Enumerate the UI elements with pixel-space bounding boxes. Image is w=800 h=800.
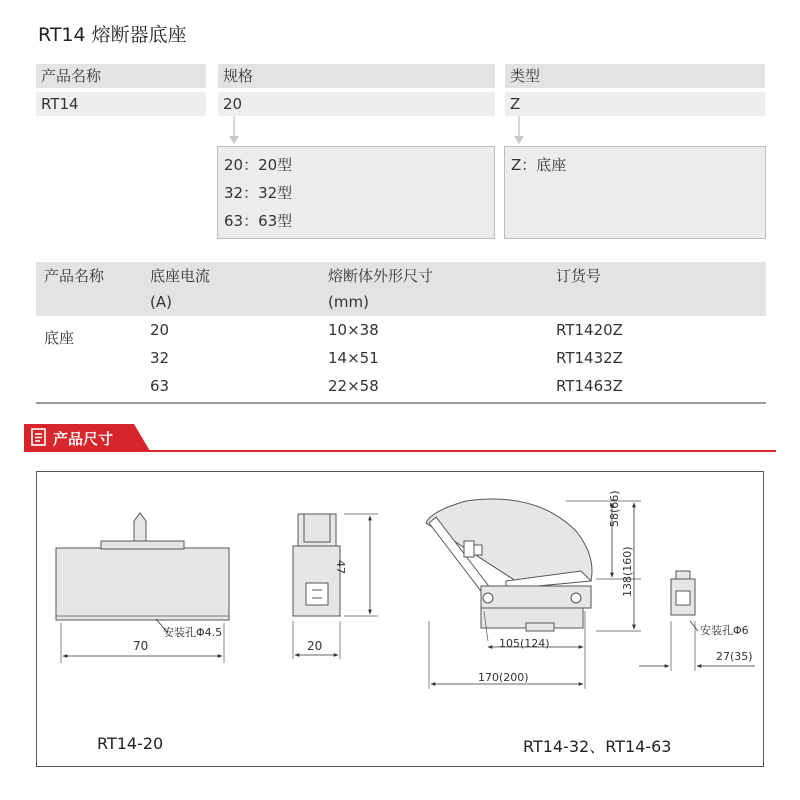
rt14-20-side-view <box>293 514 378 659</box>
order-cell-size: 10×38 <box>328 321 379 339</box>
rt14-20-width-dim: 70 <box>133 639 149 653</box>
order-header-size-unit: (mm) <box>328 293 369 311</box>
order-header-product: 产品名称 <box>44 267 105 285</box>
rt14-20-hole-label: 安装孔Φ4.5 <box>163 626 223 639</box>
order-cell-order-no: RT1420Z <box>556 321 623 339</box>
rt14-32-hole-label: 安装孔Φ6 <box>700 624 749 637</box>
order-cell-current: 63 <box>150 377 170 395</box>
spec-value-spec: 20 <box>218 92 495 116</box>
rt14-20-side-width-dim: 20 <box>307 639 323 653</box>
rt14-32-total-height-dim: 138(160) <box>621 546 634 597</box>
order-product: 底座 <box>44 329 75 347</box>
spec-connector-arrows <box>0 0 800 160</box>
order-cell-order-no: RT1432Z <box>556 349 623 367</box>
type-options-box <box>504 146 766 239</box>
section-header-bar <box>24 424 776 454</box>
order-cell-current: 32 <box>150 349 170 367</box>
order-cell-size: 22×58 <box>328 377 379 395</box>
order-cell-order-no: RT1463Z <box>556 377 623 395</box>
spec-header-type: 类型 <box>505 64 765 88</box>
order-header-current-unit: (A) <box>150 293 172 311</box>
spec-header-product: 产品名称 <box>36 64 206 88</box>
spec-option: 32：32型 <box>224 184 293 202</box>
rt14-20-caption: RT14-20 <box>97 734 164 753</box>
order-cell-size: 14×51 <box>328 349 379 367</box>
rt14-32-63-caption: RT14-32、RT14-63 <box>523 737 672 756</box>
spec-options-box <box>217 146 495 239</box>
spec-header-spec: 规格 <box>218 64 495 88</box>
dimension-drawing <box>36 471 764 767</box>
spec-value-type: Z <box>505 92 765 116</box>
rt14-20-height-dim: 47 <box>334 560 347 574</box>
order-header-size: 熔断体外形尺寸 <box>328 267 434 285</box>
type-option: Z：底座 <box>511 156 567 174</box>
rt14-32-63-front-view <box>426 499 641 689</box>
page-title: RT14 熔断器底座 <box>38 24 187 46</box>
order-header-current: 底座电流 <box>150 267 211 285</box>
spec-value-product: RT14 <box>36 92 206 116</box>
order-cell-current: 20 <box>150 321 170 339</box>
rt14-32-base-width-dim: 105(124) <box>499 637 550 650</box>
rt14-32-inner-height-dim: 58(66) <box>608 490 621 527</box>
section-title: 产品尺寸 <box>53 430 114 448</box>
document-icon <box>31 428 47 446</box>
spec-option: 20：20型 <box>224 156 293 174</box>
spec-option: 63：63型 <box>224 212 293 230</box>
rt14-32-side-width-dim: 27(35) <box>716 650 753 663</box>
order-table-bottom-rule <box>36 402 766 404</box>
rt14-32-total-width-dim: 170(200) <box>478 671 529 684</box>
order-header-order-no: 订货号 <box>556 267 602 285</box>
